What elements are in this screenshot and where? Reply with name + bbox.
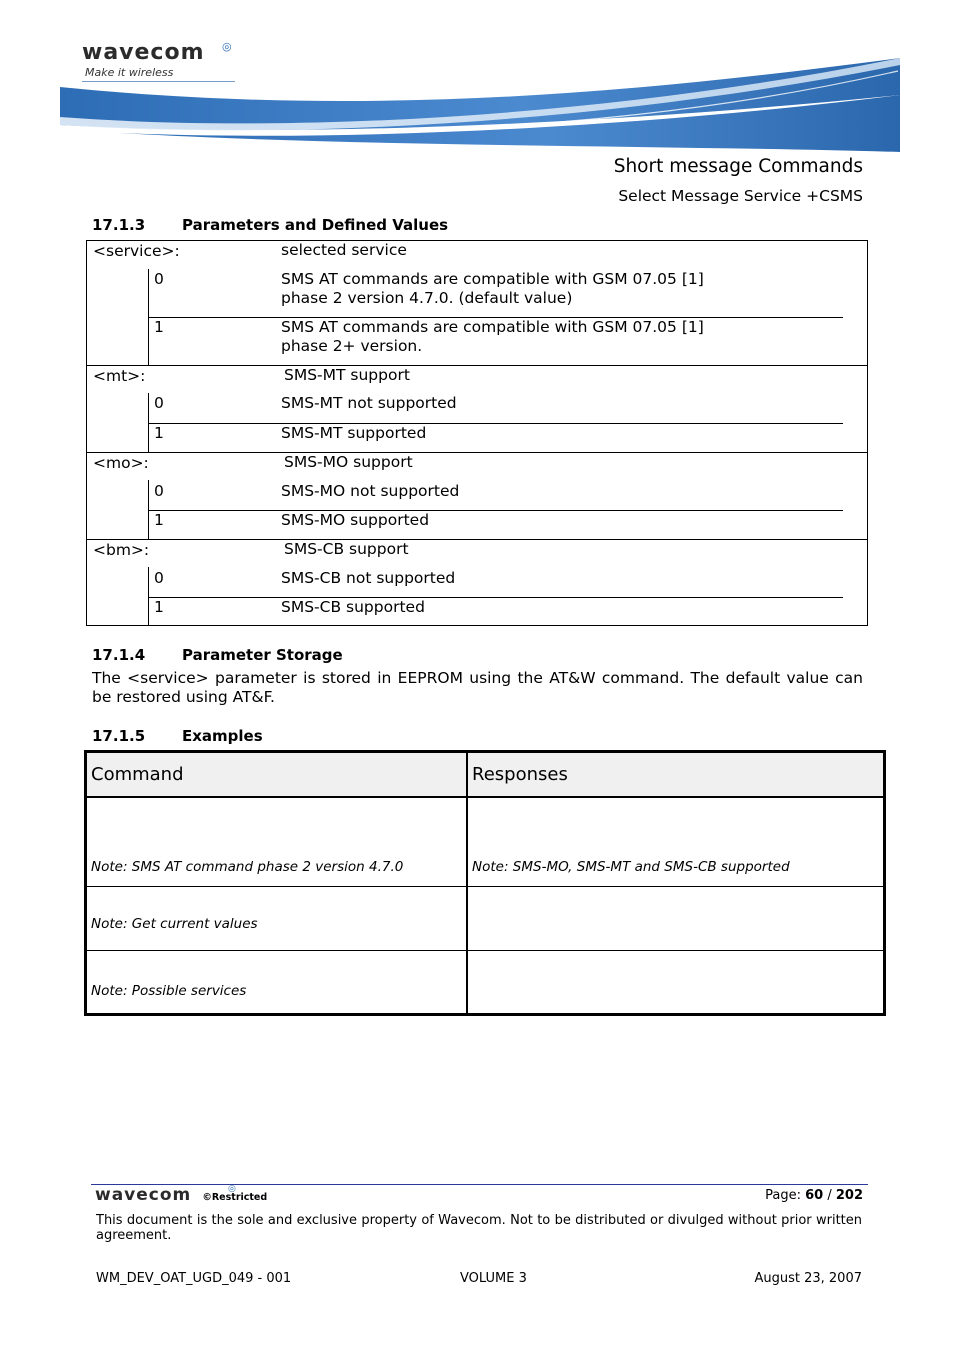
value-divider (148, 510, 843, 511)
value-desc: SMS-MO supported (281, 511, 430, 529)
heading-number: 17.1.3 (92, 216, 146, 234)
footer-doc-ref: WM_DEV_OAT_UGD_049 - 001 (96, 1271, 292, 1286)
heading-examples (92, 727, 263, 745)
value-code: 1 (154, 598, 164, 616)
heading-parameters (92, 216, 448, 234)
value-code: 0 (154, 270, 164, 288)
value-code: 0 (154, 394, 164, 412)
value-desc: SMS-MT not supported (281, 394, 457, 412)
storage-paragraph: The <service> parameter is stored in EEPROM using the AT&W command. The default value can be restored using AT&F. (92, 669, 863, 706)
block-divider (87, 365, 867, 366)
footer-notice: This document is the sole and exclusive property of Wavecom. Not to be distributed or divulged without prior written agreement. (96, 1213, 862, 1243)
value-divider (148, 423, 843, 424)
value-desc: SMS-MO not supported (281, 482, 460, 500)
footer-logo (95, 1185, 267, 1205)
header-tagline: Make it wireless (85, 66, 174, 79)
column-header-responses: Responses (472, 764, 568, 785)
value-desc: SMS AT commands are compatible with GSM 07.05 [1] (281, 270, 704, 288)
page-current: 60 (805, 1188, 824, 1203)
logo-swirl-icon: ◎ (228, 1184, 236, 1194)
page-number (765, 1188, 863, 1203)
value-desc: SMS AT commands are compatible with GSM 07.05 [1] (281, 318, 704, 336)
command-note: Note: Get current values (91, 916, 258, 932)
param-desc: selected service (281, 241, 407, 259)
value-code: 1 (154, 424, 164, 442)
chapter-title: Short message Commands (613, 156, 863, 177)
examples-table (84, 750, 886, 1016)
footer-date: August 23, 2007 (754, 1271, 862, 1286)
footer-logo-text: wavecom (95, 1185, 192, 1205)
section-title: Select Message Service +CSMS (618, 187, 863, 205)
row-divider (87, 886, 883, 887)
value-code: 1 (154, 511, 164, 529)
row-divider (87, 950, 883, 951)
value-desc: SMS-CB supported (281, 598, 425, 616)
response-note: Note: SMS-MO, SMS-MT and SMS-CB supported (472, 859, 790, 875)
wavecom-logo-text: wavecom (82, 40, 205, 65)
param-desc: SMS-CB support (284, 540, 409, 558)
restricted-label: ©Restricted (202, 1192, 268, 1203)
param-name: <bm>: (93, 541, 150, 559)
footer-volume: VOLUME 3 (460, 1271, 527, 1286)
value-code: 0 (154, 569, 164, 587)
heading-number: 17.1.4 (92, 646, 146, 664)
logo-swirl-icon: ◎ (222, 40, 232, 53)
heading-text: Parameter Storage (182, 646, 343, 664)
page-separator: / (827, 1188, 832, 1203)
param-desc: SMS-MT support (284, 366, 410, 384)
param-name: <service>: (93, 242, 180, 260)
column-header-command: Command (91, 764, 184, 785)
param-desc: SMS-MO support (284, 453, 413, 471)
page-total: 202 (835, 1188, 863, 1203)
header-divider (87, 796, 883, 798)
param-name: <mt>: (93, 367, 146, 385)
value-desc: phase 2+ version. (281, 337, 423, 355)
block-divider (87, 539, 867, 540)
command-note: Note: SMS AT command phase 2 version 4.7.0 (91, 859, 404, 875)
value-column-line (148, 567, 149, 625)
value-code: 1 (154, 318, 164, 336)
block-divider (87, 452, 867, 453)
value-code: 0 (154, 482, 164, 500)
value-divider (148, 597, 843, 598)
heading-storage (92, 646, 343, 664)
heading-number: 17.1.5 (92, 727, 146, 745)
value-desc: phase 2 version 4.7.0. (default value) (281, 289, 573, 307)
header-banner-swoosh (60, 55, 900, 155)
command-note: Note: Possible services (91, 983, 247, 999)
value-desc: SMS-CB not supported (281, 569, 456, 587)
param-name: <mo>: (93, 454, 149, 472)
parameters-table (86, 240, 868, 626)
page-label: Page: (765, 1188, 801, 1203)
value-desc: SMS-MT supported (281, 424, 427, 442)
heading-text: Examples (182, 727, 263, 745)
column-divider (466, 753, 468, 1013)
heading-text: Parameters and Defined Values (182, 216, 449, 234)
